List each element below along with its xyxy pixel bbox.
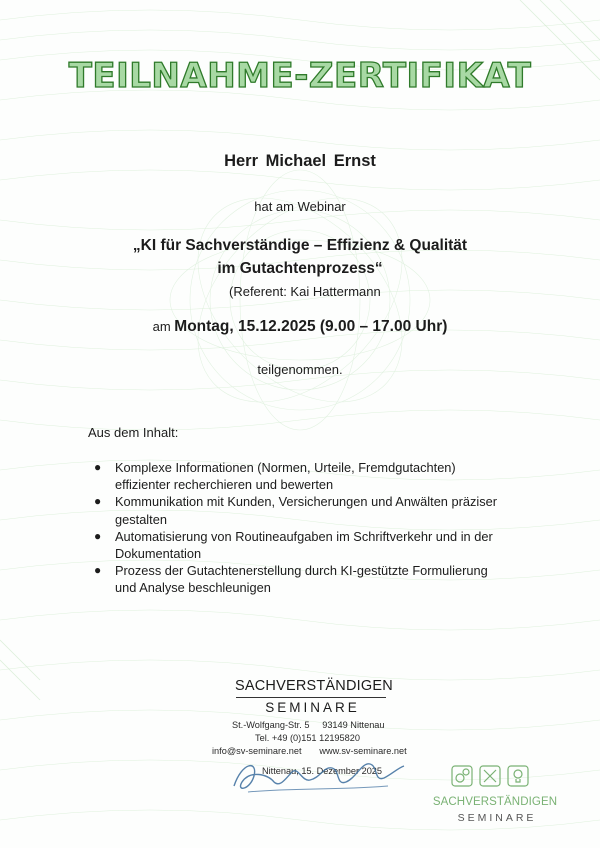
logo-icons	[451, 765, 529, 787]
bullet-icon: ●	[94, 528, 102, 543]
bullet-icon: ●	[94, 494, 102, 509]
signature	[228, 752, 408, 796]
organizer-name: SACHVERSTÄNDIGEN	[235, 678, 393, 694]
logo-name: SACHVERSTÄNDIGEN	[432, 796, 558, 808]
bullet-icon: ●	[94, 563, 102, 578]
lightbulb-icon	[508, 766, 528, 786]
organizer-contact: info@sv-seminare.net www.sv-seminare.net	[212, 746, 407, 756]
participant-name: Herr Michael Ernst	[224, 152, 376, 170]
tools-icon	[480, 766, 500, 786]
organizer-subtitle: SEMINARE	[265, 700, 360, 715]
certificate-title: TEILNAHME-ZERTIFIKAT	[68, 56, 532, 96]
organizer-divider	[236, 697, 386, 698]
list-item: ● Prozess der Gutachtenerstellung durch KI-gestützte Formulierung und Analyse beschleunigen	[94, 563, 488, 596]
gears-icon	[452, 766, 472, 786]
organizer-address: St.-Wolfgang-Str. 5 93149 Nittenau	[232, 720, 385, 730]
course-title-line2: im Gutachtenprozess“	[217, 260, 383, 277]
list-item: ● Kommunikation mit Kunden, Versicherungen und Anwälten präziser gestalten	[94, 494, 497, 527]
list-item: ● Komplexe Informationen (Normen, Urteile, Fremdgutachten) effizienter recherchieren und bewerten	[94, 460, 456, 493]
logo-subtitle: SEMINARE	[457, 812, 537, 824]
course-date: Montag, 15.12.2025 (9.00 – 17.00 Uhr)	[174, 318, 448, 335]
date-line	[0, 318, 600, 336]
date-prefix: am	[152, 319, 171, 334]
list-item: ● Automatisierung von Routineaufgaben im Schriftverkehr und in der Dokumentation	[94, 528, 493, 562]
organizer-phone: Tel. +49 (0)151 12195820	[255, 733, 360, 743]
place-date: Nittenau, 15. Dezember 2025	[262, 766, 383, 776]
contents-list	[92, 459, 532, 597]
contents-heading: Aus dem Inhalt:	[88, 425, 179, 440]
referent-text: (Referent: Kai Hattermann	[229, 284, 381, 299]
intro-text: hat am Webinar	[254, 199, 346, 214]
bullet-icon: ●	[94, 460, 102, 474]
attended-text: teilgenommen.	[257, 362, 343, 377]
course-title-line1: „KI für Sachverständige – Effizienz & Qualität	[132, 237, 468, 254]
